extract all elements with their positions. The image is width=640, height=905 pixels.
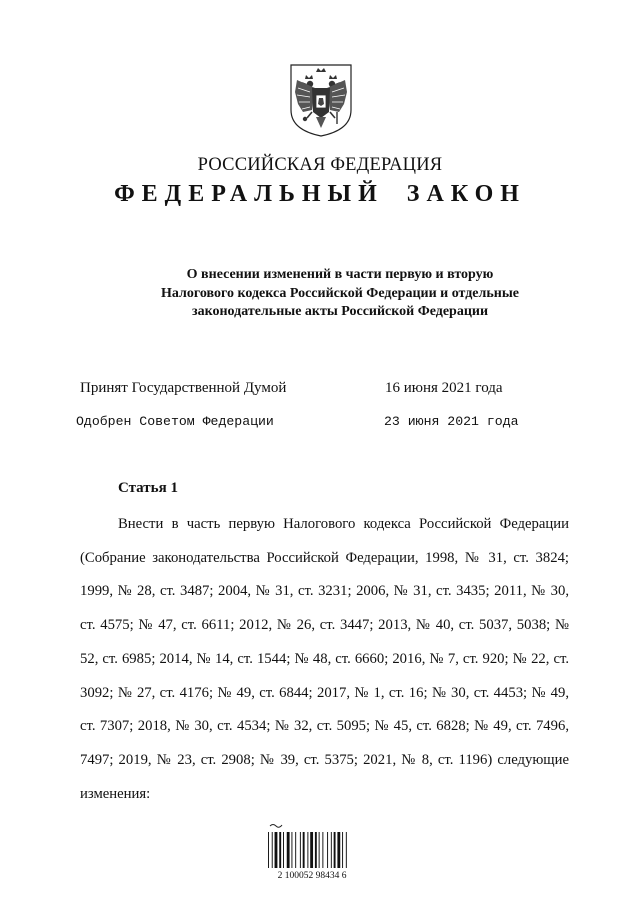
council-approval-label: Одобрен Советом Федерации	[76, 414, 274, 429]
barcode-bar	[287, 832, 290, 868]
barcode-bar	[291, 832, 292, 868]
barcode-bar	[342, 832, 343, 868]
law-title-line: О внесении изменений в части первую и вторую	[186, 267, 494, 282]
law-title-line: законодательные акты Российской Федерации	[191, 304, 489, 319]
document-type: ФЕДЕРАЛЬНЫЙ ЗАКОН	[114, 181, 526, 207]
article-body	[80, 508, 569, 811]
law-title	[120, 266, 560, 322]
barcode-bar	[283, 832, 284, 868]
barcode-bar	[334, 832, 336, 868]
barcode-bar	[331, 832, 332, 868]
barcode-bar	[279, 832, 281, 868]
duma-adoption-date: 16 июня 2021 года	[385, 380, 503, 396]
barcode-bar	[319, 832, 320, 868]
barcode-bar	[322, 832, 323, 868]
barcode-bar	[275, 832, 278, 868]
barcode-bar	[272, 832, 273, 868]
duma-adoption-label: Принят Государственной Думой	[80, 380, 287, 396]
barcode-bar	[337, 832, 340, 868]
article-heading: Статья 1	[118, 480, 178, 496]
barcode-bar	[346, 832, 347, 868]
barcode-bar	[268, 832, 269, 868]
barcode-number: 2 100052 98434 6	[277, 871, 347, 880]
country-name: РОССИЙСКАЯ ФЕДЕРАЦИЯ	[197, 155, 443, 175]
barcode-bar	[310, 832, 313, 868]
council-approval-date: 23 июня 2021 года	[384, 414, 519, 429]
law-title-line: Налогового кодекса Российской Федерации и отдельные	[161, 285, 519, 301]
barcode-bar	[315, 832, 317, 868]
barcode-bar	[300, 832, 301, 868]
article-text: Внести в часть первую Налогового кодекса Российской Федерации (Собрание законодательства Российской Федерации, 1998, № 31, ст. 3824; 1999, № 28, ст. 3487; 2004, № 31, ст. 3231; 2006, № 31, ст. 3435; 2011, № 30, ст. 4575; № 47, ст. 6611; 2012, № 26, ст. 3447; 2013, № 40, ст. 5037, 5038; № 52, ст. 6985; 2014, № 14, ст. 1544; № 48, ст. 6660; 2016, № 7, ст. 920; № 22, ст. 3092; № 27, ст. 4176; № 49, ст. 6844; 2017, № 1, ст. 16; № 30, ст. 4453; № 49, ст. 7307; 2018, № 30, ст. 4534; № 32, ст. 5095; № 45, ст. 6828; № 49, ст. 7496, 7497; 2019, № 23, ст. 2908; № 39, ст. 5375; 2021, № 8, ст. 1196) следующие изменения:	[80, 516, 569, 802]
barcode-bar	[295, 832, 296, 868]
barcode-bar	[303, 832, 305, 868]
barcode-mark-icon	[270, 825, 282, 828]
coat-of-arms-icon	[288, 62, 354, 138]
barcode	[262, 822, 362, 880]
barcode-bar	[327, 832, 328, 868]
barcode-icon	[268, 832, 347, 868]
barcode-bar	[307, 832, 308, 868]
